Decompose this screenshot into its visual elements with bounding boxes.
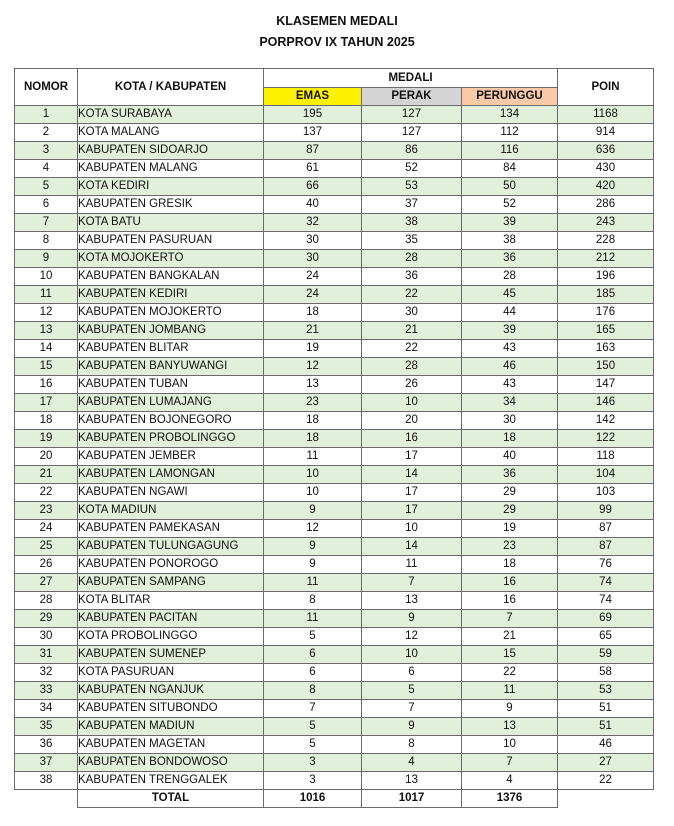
cell-poin: 51 <box>558 700 654 718</box>
header-medali: MEDALI <box>264 69 558 88</box>
cell-nomor: 36 <box>15 736 78 754</box>
cell-perak: 53 <box>362 178 462 196</box>
cell-nomor: 11 <box>15 286 78 304</box>
cell-emas: 21 <box>264 322 362 340</box>
cell-perunggu: 36 <box>462 466 558 484</box>
cell-emas: 18 <box>264 304 362 322</box>
table-row <box>15 538 654 556</box>
total-row <box>15 790 654 808</box>
cell-kota-kabupaten: KOTA MALANG <box>78 124 264 142</box>
cell-emas: 12 <box>264 358 362 376</box>
cell-perunggu: 18 <box>462 430 558 448</box>
cell-perunggu: 134 <box>462 106 558 124</box>
cell-poin: 69 <box>558 610 654 628</box>
cell-perunggu: 116 <box>462 142 558 160</box>
table-row <box>15 628 654 646</box>
cell-kota-kabupaten: KABUPATEN LUMAJANG <box>78 394 264 412</box>
cell-perunggu: 22 <box>462 664 558 682</box>
cell-perunggu: 39 <box>462 322 558 340</box>
cell-nomor: 30 <box>15 628 78 646</box>
cell-perak: 6 <box>362 664 462 682</box>
cell-nomor: 35 <box>15 718 78 736</box>
table-row <box>15 196 654 214</box>
cell-poin: 118 <box>558 448 654 466</box>
cell-perak: 7 <box>362 700 462 718</box>
cell-nomor: 20 <box>15 448 78 466</box>
total-perak: 1017 <box>362 790 462 808</box>
cell-poin: 103 <box>558 484 654 502</box>
cell-kota-kabupaten: KOTA PROBOLINGGO <box>78 628 264 646</box>
header-emas: EMAS <box>264 88 362 106</box>
cell-emas: 5 <box>264 736 362 754</box>
cell-perak: 30 <box>362 304 462 322</box>
cell-poin: 76 <box>558 556 654 574</box>
cell-perunggu: 19 <box>462 520 558 538</box>
cell-perak: 52 <box>362 160 462 178</box>
cell-nomor: 6 <box>15 196 78 214</box>
cell-poin: 142 <box>558 412 654 430</box>
cell-perunggu: 30 <box>462 412 558 430</box>
table-row <box>15 394 654 412</box>
title-line-1: KLASEMEN MEDALI <box>276 14 398 28</box>
cell-kota-kabupaten: KABUPATEN MADIUN <box>78 718 264 736</box>
cell-kota-kabupaten: KABUPATEN BOJONEGORO <box>78 412 264 430</box>
cell-nomor: 23 <box>15 502 78 520</box>
cell-emas: 9 <box>264 538 362 556</box>
cell-kota-kabupaten: KABUPATEN TRENGGALEK <box>78 772 264 790</box>
cell-poin: 430 <box>558 160 654 178</box>
cell-perunggu: 28 <box>462 268 558 286</box>
total-label: TOTAL <box>78 790 264 808</box>
cell-emas: 137 <box>264 124 362 142</box>
table-row <box>15 484 654 502</box>
cell-kota-kabupaten: KABUPATEN BLITAR <box>78 340 264 358</box>
cell-poin: 185 <box>558 286 654 304</box>
cell-perak: 35 <box>362 232 462 250</box>
cell-perunggu: 18 <box>462 556 558 574</box>
cell-perunggu: 46 <box>462 358 558 376</box>
header-perunggu: PERUNGGU <box>462 88 558 106</box>
cell-nomor: 38 <box>15 772 78 790</box>
table-row <box>15 592 654 610</box>
table-row <box>15 502 654 520</box>
cell-nomor: 3 <box>15 142 78 160</box>
cell-emas: 11 <box>264 574 362 592</box>
cell-poin: 122 <box>558 430 654 448</box>
cell-nomor: 9 <box>15 250 78 268</box>
cell-kota-kabupaten: KABUPATEN SUMENEP <box>78 646 264 664</box>
cell-poin: 228 <box>558 232 654 250</box>
cell-kota-kabupaten: KABUPATEN BONDOWOSO <box>78 754 264 772</box>
cell-kota-kabupaten: KABUPATEN MOJOKERTO <box>78 304 264 322</box>
table-row <box>15 160 654 178</box>
cell-emas: 30 <box>264 232 362 250</box>
cell-poin: 46 <box>558 736 654 754</box>
cell-nomor: 8 <box>15 232 78 250</box>
cell-nomor: 26 <box>15 556 78 574</box>
cell-emas: 3 <box>264 772 362 790</box>
header-poin: POIN <box>558 69 654 106</box>
table-row <box>15 700 654 718</box>
cell-kota-kabupaten: KABUPATEN PACITAN <box>78 610 264 628</box>
cell-emas: 8 <box>264 682 362 700</box>
cell-kota-kabupaten: KABUPATEN MALANG <box>78 160 264 178</box>
cell-perunggu: 43 <box>462 340 558 358</box>
cell-nomor: 27 <box>15 574 78 592</box>
table-row <box>15 124 654 142</box>
cell-perak: 17 <box>362 502 462 520</box>
cell-kota-kabupaten: KABUPATEN JEMBER <box>78 448 264 466</box>
table-row <box>15 340 654 358</box>
cell-perunggu: 21 <box>462 628 558 646</box>
cell-perak: 9 <box>362 718 462 736</box>
cell-perunggu: 84 <box>462 160 558 178</box>
cell-perunggu: 50 <box>462 178 558 196</box>
cell-poin: 212 <box>558 250 654 268</box>
cell-nomor: 22 <box>15 484 78 502</box>
cell-kota-kabupaten: KOTA PASURUAN <box>78 664 264 682</box>
cell-emas: 13 <box>264 376 362 394</box>
cell-kota-kabupaten: KABUPATEN KEDIRI <box>78 286 264 304</box>
cell-nomor: 2 <box>15 124 78 142</box>
cell-kota-kabupaten: KABUPATEN SAMPANG <box>78 574 264 592</box>
table-row <box>15 268 654 286</box>
cell-nomor: 25 <box>15 538 78 556</box>
cell-emas: 7 <box>264 700 362 718</box>
cell-perunggu: 10 <box>462 736 558 754</box>
cell-perunggu: 7 <box>462 754 558 772</box>
cell-perak: 36 <box>362 268 462 286</box>
cell-kota-kabupaten: KABUPATEN TULUNGAGUNG <box>78 538 264 556</box>
cell-poin: 147 <box>558 376 654 394</box>
cell-poin: 87 <box>558 520 654 538</box>
cell-perak: 26 <box>362 376 462 394</box>
cell-kota-kabupaten: KABUPATEN GRESIK <box>78 196 264 214</box>
cell-emas: 9 <box>264 502 362 520</box>
cell-emas: 9 <box>264 556 362 574</box>
cell-poin: 53 <box>558 682 654 700</box>
table-row <box>15 232 654 250</box>
cell-poin: 163 <box>558 340 654 358</box>
cell-poin: 176 <box>558 304 654 322</box>
cell-nomor: 14 <box>15 340 78 358</box>
cell-poin: 74 <box>558 574 654 592</box>
cell-perak: 8 <box>362 736 462 754</box>
cell-perak: 14 <box>362 466 462 484</box>
cell-nomor: 21 <box>15 466 78 484</box>
cell-emas: 87 <box>264 142 362 160</box>
cell-perunggu: 4 <box>462 772 558 790</box>
cell-perak: 38 <box>362 214 462 232</box>
table-row <box>15 430 654 448</box>
cell-kota-kabupaten: KABUPATEN PONOROGO <box>78 556 264 574</box>
cell-perak: 7 <box>362 574 462 592</box>
cell-perak: 17 <box>362 484 462 502</box>
table-row <box>15 142 654 160</box>
cell-perunggu: 16 <box>462 592 558 610</box>
cell-nomor: 32 <box>15 664 78 682</box>
cell-perunggu: 38 <box>462 232 558 250</box>
header-kota-kabupaten: KOTA / KABUPATEN <box>78 69 264 106</box>
cell-emas: 23 <box>264 394 362 412</box>
table-row <box>15 178 654 196</box>
cell-poin: 22 <box>558 772 654 790</box>
cell-perunggu: 29 <box>462 484 558 502</box>
cell-perak: 20 <box>362 412 462 430</box>
table-row <box>15 214 654 232</box>
cell-perunggu: 40 <box>462 448 558 466</box>
cell-nomor: 1 <box>15 106 78 124</box>
table-row <box>15 520 654 538</box>
cell-emas: 32 <box>264 214 362 232</box>
cell-emas: 195 <box>264 106 362 124</box>
cell-perak: 37 <box>362 196 462 214</box>
cell-nomor: 31 <box>15 646 78 664</box>
table-row <box>15 772 654 790</box>
cell-perak: 10 <box>362 646 462 664</box>
cell-perunggu: 112 <box>462 124 558 142</box>
cell-emas: 24 <box>264 268 362 286</box>
cell-nomor: 16 <box>15 376 78 394</box>
header-perak: PERAK <box>362 88 462 106</box>
cell-nomor: 17 <box>15 394 78 412</box>
cell-nomor: 10 <box>15 268 78 286</box>
cell-poin: 51 <box>558 718 654 736</box>
cell-kota-kabupaten: KABUPATEN MAGETAN <box>78 736 264 754</box>
cell-poin: 146 <box>558 394 654 412</box>
table-row <box>15 718 654 736</box>
cell-perunggu: 36 <box>462 250 558 268</box>
cell-perak: 28 <box>362 250 462 268</box>
cell-nomor: 15 <box>15 358 78 376</box>
cell-perak: 127 <box>362 124 462 142</box>
cell-emas: 66 <box>264 178 362 196</box>
cell-emas: 5 <box>264 628 362 646</box>
cell-kota-kabupaten: KABUPATEN LAMONGAN <box>78 466 264 484</box>
cell-poin: 59 <box>558 646 654 664</box>
cell-emas: 10 <box>264 466 362 484</box>
cell-perunggu: 9 <box>462 700 558 718</box>
table-row <box>15 574 654 592</box>
cell-perak: 17 <box>362 448 462 466</box>
cell-poin: 1168 <box>558 106 654 124</box>
table-row <box>15 664 654 682</box>
cell-perunggu: 39 <box>462 214 558 232</box>
cell-emas: 18 <box>264 430 362 448</box>
table-row <box>15 376 654 394</box>
cell-poin: 65 <box>558 628 654 646</box>
cell-emas: 19 <box>264 340 362 358</box>
cell-kota-kabupaten: KABUPATEN PROBOLINGGO <box>78 430 264 448</box>
cell-kota-kabupaten: KOTA KEDIRI <box>78 178 264 196</box>
cell-kota-kabupaten: KABUPATEN JOMBANG <box>78 322 264 340</box>
cell-perak: 10 <box>362 394 462 412</box>
cell-emas: 5 <box>264 718 362 736</box>
cell-perak: 11 <box>362 556 462 574</box>
cell-perak: 14 <box>362 538 462 556</box>
medal-standings-table <box>14 68 654 808</box>
table-row <box>15 610 654 628</box>
table-row <box>15 556 654 574</box>
cell-poin: 27 <box>558 754 654 772</box>
cell-nomor: 29 <box>15 610 78 628</box>
cell-poin: 196 <box>558 268 654 286</box>
cell-emas: 40 <box>264 196 362 214</box>
table-row <box>15 106 654 124</box>
cell-emas: 18 <box>264 412 362 430</box>
cell-perak: 9 <box>362 610 462 628</box>
cell-nomor: 19 <box>15 430 78 448</box>
cell-perak: 86 <box>362 142 462 160</box>
cell-emas: 11 <box>264 448 362 466</box>
total-spacer <box>15 790 78 808</box>
cell-emas: 61 <box>264 160 362 178</box>
cell-kota-kabupaten: KABUPATEN NGAWI <box>78 484 264 502</box>
cell-perak: 5 <box>362 682 462 700</box>
cell-emas: 12 <box>264 520 362 538</box>
cell-poin: 74 <box>558 592 654 610</box>
cell-emas: 6 <box>264 664 362 682</box>
table-row <box>15 646 654 664</box>
cell-emas: 3 <box>264 754 362 772</box>
table-row <box>15 250 654 268</box>
cell-kota-kabupaten: KABUPATEN PAMEKASAN <box>78 520 264 538</box>
cell-kota-kabupaten: KABUPATEN BANYUWANGI <box>78 358 264 376</box>
cell-perunggu: 43 <box>462 376 558 394</box>
cell-nomor: 13 <box>15 322 78 340</box>
cell-emas: 8 <box>264 592 362 610</box>
cell-perak: 127 <box>362 106 462 124</box>
header-nomor: NOMOR <box>15 69 78 106</box>
table-row <box>15 286 654 304</box>
cell-emas: 11 <box>264 610 362 628</box>
cell-emas: 24 <box>264 286 362 304</box>
cell-perunggu: 34 <box>462 394 558 412</box>
cell-kota-kabupaten: KOTA SURABAYA <box>78 106 264 124</box>
cell-nomor: 34 <box>15 700 78 718</box>
total-perunggu: 1376 <box>462 790 558 808</box>
cell-kota-kabupaten: KABUPATEN SITUBONDO <box>78 700 264 718</box>
cell-nomor: 12 <box>15 304 78 322</box>
cell-kota-kabupaten: KABUPATEN SIDOARJO <box>78 142 264 160</box>
cell-perak: 12 <box>362 628 462 646</box>
cell-perunggu: 52 <box>462 196 558 214</box>
cell-poin: 104 <box>558 466 654 484</box>
cell-nomor: 33 <box>15 682 78 700</box>
cell-nomor: 5 <box>15 178 78 196</box>
table-row <box>15 412 654 430</box>
cell-perunggu: 23 <box>462 538 558 556</box>
cell-perak: 4 <box>362 754 462 772</box>
cell-kota-kabupaten: KOTA MOJOKERTO <box>78 250 264 268</box>
cell-kota-kabupaten: KABUPATEN TUBAN <box>78 376 264 394</box>
cell-perak: 28 <box>362 358 462 376</box>
cell-nomor: 18 <box>15 412 78 430</box>
table-row <box>15 304 654 322</box>
cell-poin: 87 <box>558 538 654 556</box>
cell-perunggu: 7 <box>462 610 558 628</box>
table-row <box>15 322 654 340</box>
table-row <box>15 448 654 466</box>
cell-kota-kabupaten: KABUPATEN PASURUAN <box>78 232 264 250</box>
cell-perunggu: 16 <box>462 574 558 592</box>
cell-poin: 914 <box>558 124 654 142</box>
cell-poin: 58 <box>558 664 654 682</box>
cell-poin: 243 <box>558 214 654 232</box>
cell-kota-kabupaten: KOTA BATU <box>78 214 264 232</box>
cell-kota-kabupaten: KOTA MADIUN <box>78 502 264 520</box>
cell-perak: 13 <box>362 592 462 610</box>
cell-perunggu: 45 <box>462 286 558 304</box>
cell-perunggu: 15 <box>462 646 558 664</box>
table-row <box>15 754 654 772</box>
cell-poin: 99 <box>558 502 654 520</box>
cell-perunggu: 13 <box>462 718 558 736</box>
table-row <box>15 736 654 754</box>
cell-kota-kabupaten: KABUPATEN BANGKALAN <box>78 268 264 286</box>
cell-kota-kabupaten: KABUPATEN NGANJUK <box>78 682 264 700</box>
cell-perunggu: 29 <box>462 502 558 520</box>
cell-poin: 636 <box>558 142 654 160</box>
cell-nomor: 4 <box>15 160 78 178</box>
cell-poin: 420 <box>558 178 654 196</box>
cell-perak: 13 <box>362 772 462 790</box>
cell-nomor: 28 <box>15 592 78 610</box>
cell-nomor: 37 <box>15 754 78 772</box>
cell-emas: 6 <box>264 646 362 664</box>
cell-perak: 22 <box>362 340 462 358</box>
table-row <box>15 682 654 700</box>
cell-kota-kabupaten: KOTA BLITAR <box>78 592 264 610</box>
cell-nomor: 24 <box>15 520 78 538</box>
title-line-2: PORPROV IX TAHUN 2025 <box>259 35 415 49</box>
cell-perak: 22 <box>362 286 462 304</box>
cell-emas: 30 <box>264 250 362 268</box>
table-row <box>15 358 654 376</box>
cell-perak: 21 <box>362 322 462 340</box>
cell-perunggu: 11 <box>462 682 558 700</box>
cell-emas: 10 <box>264 484 362 502</box>
total-emas: 1016 <box>264 790 362 808</box>
cell-perunggu: 44 <box>462 304 558 322</box>
total-spacer-right <box>558 790 654 808</box>
cell-poin: 165 <box>558 322 654 340</box>
cell-perak: 10 <box>362 520 462 538</box>
cell-poin: 286 <box>558 196 654 214</box>
cell-nomor: 7 <box>15 214 78 232</box>
cell-perak: 16 <box>362 430 462 448</box>
table-row <box>15 466 654 484</box>
cell-poin: 150 <box>558 358 654 376</box>
